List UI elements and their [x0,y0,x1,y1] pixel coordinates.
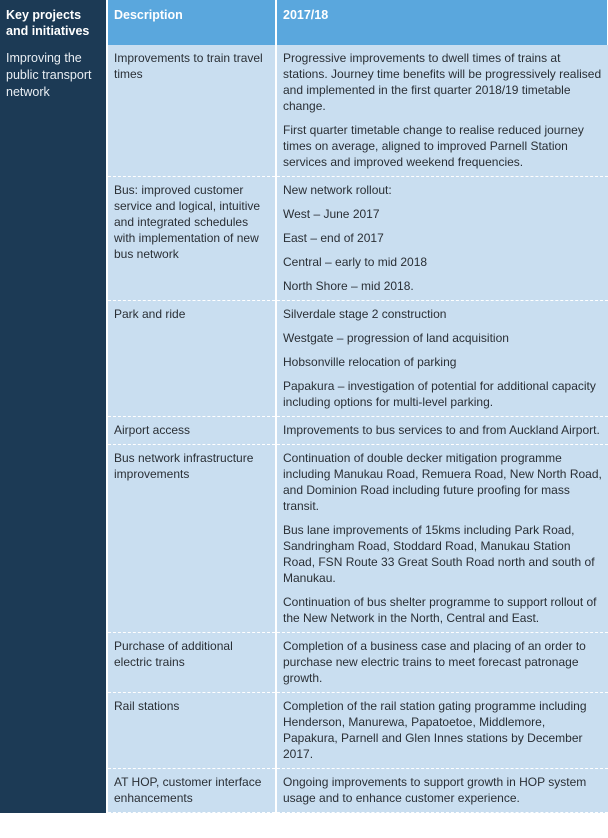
year-paragraph: West – June 2017 [283,207,380,221]
table-body [0,45,608,813]
year-paragraph: New network rollout: [283,183,392,197]
description-cell: Bus network infrastructure improvements [107,445,276,633]
year-paragraph: North Shore – mid 2018. [283,279,414,293]
project-cell: Improving the public transport network [0,45,107,693]
description-cell: Bus: improved customer service and logical, intuitive and integrated schedules with implementation of new bus network [107,177,276,301]
year-cell [276,693,608,769]
description-cell: AT HOP, customer interface enhancements [107,769,276,813]
year-cell [276,633,608,693]
description-cell: Purchase of additional electric trains [107,633,276,693]
year-paragraph: Continuation of bus shelter programme to support rollout of the New Network in the North, Central and East. [283,595,597,625]
header-year: 2017/18 [276,0,608,45]
year-paragraph: Bus lane improvements of 15kms including Park Road, Sandringham Road, Stoddard Road, Manukau Station Road, FSN Route 33 Great South Road north and south of Manukau. [283,523,595,585]
year-paragraph: Central – early to mid 2018 [283,255,428,269]
year-cell [276,177,608,301]
year-paragraph: Progressive improvements to dwell times of trains at stations. Journey time benefits will be progressively realised and implemented in the first quarter 2018/19 timetable change. [283,51,602,113]
year-cell [276,769,608,813]
description-cell: Rail stations [107,693,276,769]
table-row [0,45,608,177]
year-cell [276,445,608,633]
year-paragraph: Papakura – investigation of potential for additional capacity including options for multi-level parking. [283,379,596,409]
year-paragraph: Completion of the rail station gating programme including Henderson, Manurewa, Papatoetoe, Middlemore, Papakura, Parnell and Glen Innes stations by December 2017. [283,699,587,761]
header-description: Description [107,0,276,45]
description-cell: Improvements to train travel times [107,45,276,177]
table-header-row [0,0,608,45]
description-cell: Park and ride [107,301,276,417]
year-paragraph: Westgate – progression of land acquisition [283,331,509,345]
year-paragraph: Improvements to bus services to and from Auckland Airport. [283,423,600,437]
year-paragraph: Silverdale stage 2 construction [283,307,447,321]
project-cell [0,693,107,813]
year-paragraph: Ongoing improvements to support growth in HOP system usage and to enhance customer experience. [283,775,587,805]
year-cell [276,45,608,177]
year-paragraph: Completion of a business case and placing of an order to purchase new electric trains to meet forecast patronage growth. [283,639,586,685]
year-paragraph: First quarter timetable change to realise reduced journey times on average, aligned to improved Parnell Station services and improved weekend frequencies. [283,123,584,169]
table-row [0,693,608,769]
year-paragraph: Continuation of double decker mitigation programme including Manukau Road, Remuera Road, New North Road, and Dominion Road including future proofing for mass transit. [283,451,602,513]
year-paragraph: East – end of 2017 [283,231,384,245]
header-key-projects: Key projects and initiatives [0,0,107,45]
year-paragraph: Hobsonville relocation of parking [283,355,457,369]
year-cell [276,417,608,445]
description-cell: Airport access [107,417,276,445]
year-cell [276,301,608,417]
